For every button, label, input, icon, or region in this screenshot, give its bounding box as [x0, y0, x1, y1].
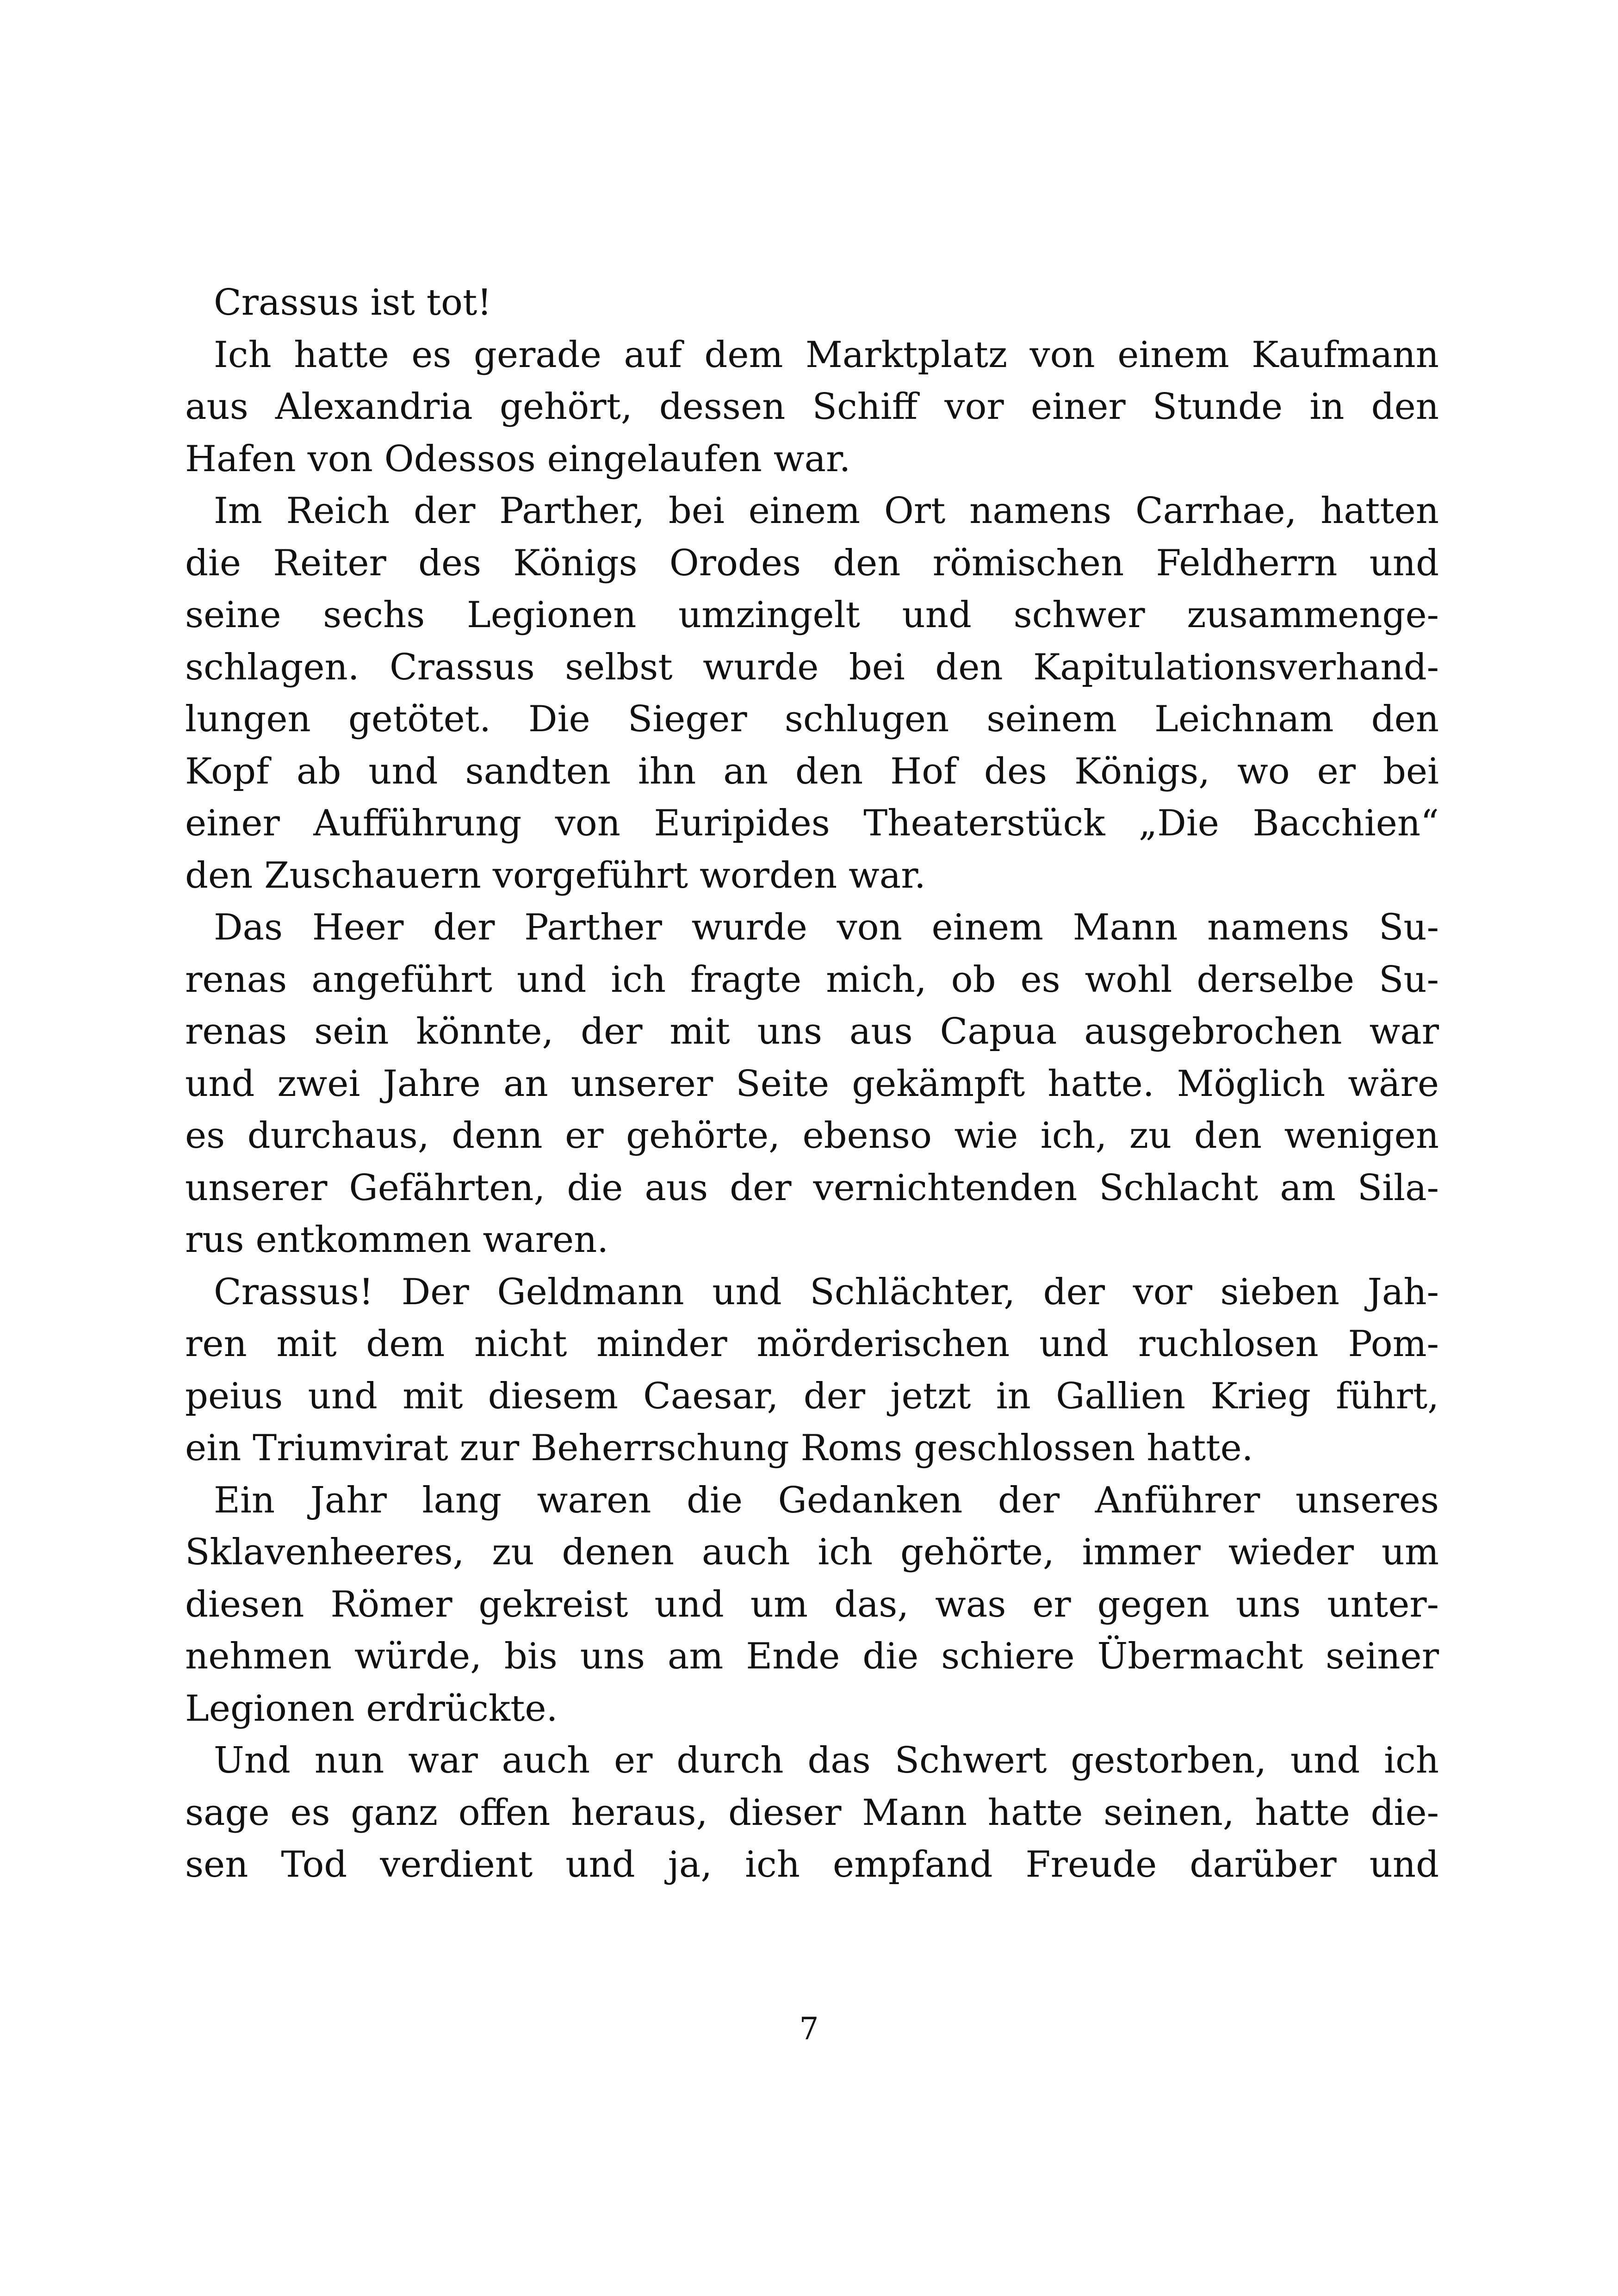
text-line: unserer Gefährten, die aus der vernichtenden Schlacht am Sila-: [185, 1167, 1439, 1209]
text-line: renas angeführt und ich fragte mich, ob es wohl derselbe Su-: [185, 958, 1439, 1001]
text-line: den Zuschauern vorgeführt worden war.: [185, 854, 926, 896]
text-line: die Reiter des Königs Orodes den römischen Feldherrn und: [185, 542, 1439, 584]
paragraph: [185, 1475, 1439, 1735]
text-line: Sklavenheeres, zu denen auch ich gehörte, immer wieder um: [185, 1531, 1439, 1573]
paragraph: [185, 902, 1439, 1266]
text-line: sen Tod verdient und ja, ich empfand Freude darüber und: [185, 1844, 1439, 1885]
page-number: 7: [799, 2011, 819, 2047]
text-line: aus Alexandria gehört, dessen Schiff vor einer Stunde in den: [185, 386, 1439, 428]
text-line: Crassus ist tot!: [214, 282, 492, 324]
text-line: diesen Römer gekreist und um das, was er gegen uns unter-: [185, 1583, 1439, 1625]
text-line: Im Reich der Parther, bei einem Ort namens Carrhae, hatten: [214, 490, 1439, 532]
text-line: und zwei Jahre an unserer Seite gekämpft hatte. Möglich wäre: [185, 1063, 1439, 1105]
text-line: ein Triumvirat zur Beherrschung Roms geschlossen hatte.: [185, 1427, 1253, 1469]
paragraph: [185, 1735, 1439, 1891]
paragraph: [185, 329, 1439, 485]
text-line: Kopf ab und sandten ihn an den Hof des Königs, wo er bei: [185, 750, 1439, 792]
text-line: Ich hatte es gerade auf dem Marktplatz von einem Kaufmann: [214, 334, 1439, 376]
text-line: peius und mit diesem Caesar, der jetzt in Gallien Krieg führt,: [185, 1375, 1439, 1417]
paragraph: [185, 485, 1439, 902]
text-line: Hafen von Odessos eingelaufen war.: [185, 438, 851, 480]
text-line: sage es ganz offen heraus, dieser Mann hatte seinen, hatte die-: [185, 1792, 1439, 1834]
text-line: Das Heer der Parther wurde von einem Mann namens Su-: [214, 907, 1439, 948]
text-line: renas sein könnte, der mit uns aus Capua ausgebrochen war: [185, 1011, 1439, 1052]
text-line: es durchaus, denn er gehörte, ebenso wie ich, zu den wenigen: [185, 1115, 1439, 1157]
text-line: ren mit dem nicht minder mörderischen und ruchlosen Pom-: [185, 1323, 1439, 1365]
paragraph: [185, 277, 1439, 329]
text-line: lungen getötet. Die Sieger schlugen seinem Leichnam den: [185, 698, 1439, 740]
text-line: Ein Jahr lang waren die Gedanken der Anführer unseres: [214, 1479, 1439, 1521]
text-line: seine sechs Legionen umzingelt und schwer zusammenge-: [185, 594, 1439, 636]
text-line: rus entkommen waren.: [185, 1219, 609, 1261]
text-line: Und nun war auch er durch das Schwert gestorben, und ich: [214, 1740, 1439, 1781]
text-line: Crassus! Der Geldmann und Schlächter, der vor sieben Jah-: [214, 1271, 1439, 1313]
text-line: einer Aufführung von Euripides Theaterstück „Die Bacchien“: [185, 803, 1439, 844]
text-line: schlagen. Crassus selbst wurde bei den Kapitulationsverhand-: [185, 646, 1439, 688]
paragraph: [185, 1266, 1439, 1475]
body-text: [185, 277, 1439, 1891]
text-line: Legionen erdrückte.: [185, 1687, 558, 1730]
text-line: nehmen würde, bis uns am Ende die schiere Übermacht seiner: [185, 1636, 1439, 1677]
